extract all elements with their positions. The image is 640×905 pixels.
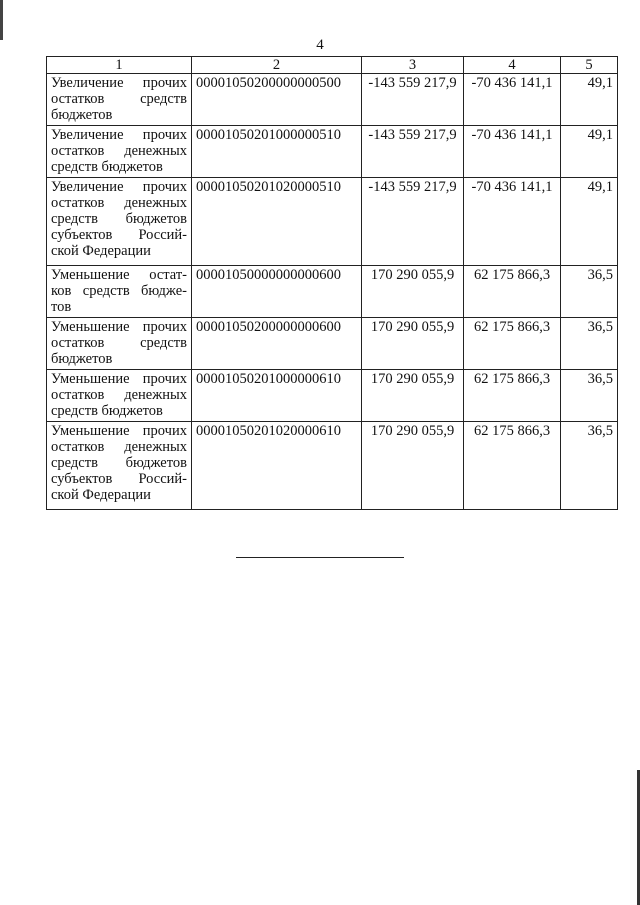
table-row bbox=[47, 422, 618, 510]
row-actual-value: 62 175 866,3 bbox=[464, 318, 561, 370]
row-name: Уменьшение прочих остатков денежных средств бюджетов субъектов Россий-ской Федерации bbox=[47, 422, 192, 510]
budget-sources-table bbox=[46, 56, 618, 510]
closing-rule-line bbox=[236, 557, 404, 558]
column-header-1: 1 bbox=[47, 57, 192, 74]
row-planned-value: -143 559 217,9 bbox=[362, 178, 464, 266]
scan-edge-mark bbox=[0, 0, 3, 40]
table-header-row bbox=[47, 57, 618, 74]
row-planned-value: 170 290 055,9 bbox=[362, 318, 464, 370]
row-percent: 36,5 bbox=[561, 422, 618, 510]
row-code: 00001050201000000510 bbox=[192, 126, 362, 178]
row-planned-value: -143 559 217,9 bbox=[362, 126, 464, 178]
row-planned-value: 170 290 055,9 bbox=[362, 422, 464, 510]
row-name: Увеличение прочих остатков денежных средств бюджетов субъектов Россий-ской Федерации bbox=[47, 178, 192, 266]
row-percent: 36,5 bbox=[561, 318, 618, 370]
row-planned-value: -143 559 217,9 bbox=[362, 74, 464, 126]
table-row bbox=[47, 74, 618, 126]
row-name: Уменьшение прочих остатков средств бюджетов bbox=[47, 318, 192, 370]
row-percent: 49,1 bbox=[561, 74, 618, 126]
row-code: 00001050201020000510 bbox=[192, 178, 362, 266]
row-actual-value: -70 436 141,1 bbox=[464, 178, 561, 266]
row-percent: 36,5 bbox=[561, 370, 618, 422]
row-percent: 49,1 bbox=[561, 126, 618, 178]
row-name: Уменьшение прочих остатков денежных средств бюджетов bbox=[47, 370, 192, 422]
table-row bbox=[47, 370, 618, 422]
table-row bbox=[47, 266, 618, 318]
row-code: 00001050200000000500 bbox=[192, 74, 362, 126]
row-planned-value: 170 290 055,9 bbox=[362, 266, 464, 318]
row-code: 00001050201000000610 bbox=[192, 370, 362, 422]
column-header-5: 5 bbox=[561, 57, 618, 74]
column-header-3: 3 bbox=[362, 57, 464, 74]
table-row bbox=[47, 318, 618, 370]
column-header-2: 2 bbox=[192, 57, 362, 74]
row-percent: 49,1 bbox=[561, 178, 618, 266]
row-name: Уменьшение остат-ков средств бюдже-тов bbox=[47, 266, 192, 318]
row-actual-value: 62 175 866,3 bbox=[464, 422, 561, 510]
table-row bbox=[47, 178, 618, 266]
table-row bbox=[47, 126, 618, 178]
page-number: 4 bbox=[316, 37, 324, 53]
row-actual-value: -70 436 141,1 bbox=[464, 126, 561, 178]
column-header-4: 4 bbox=[464, 57, 561, 74]
row-planned-value: 170 290 055,9 bbox=[362, 370, 464, 422]
row-code: 00001050201020000610 bbox=[192, 422, 362, 510]
row-code: 00001050200000000600 bbox=[192, 318, 362, 370]
row-percent: 36,5 bbox=[561, 266, 618, 318]
row-actual-value: 62 175 866,3 bbox=[464, 266, 561, 318]
row-name: Увеличение прочих остатков средств бюджетов bbox=[47, 74, 192, 126]
row-actual-value: -70 436 141,1 bbox=[464, 74, 561, 126]
row-code: 00001050000000000600 bbox=[192, 266, 362, 318]
row-name: Увеличение прочих остатков денежных средств бюджетов bbox=[47, 126, 192, 178]
row-actual-value: 62 175 866,3 bbox=[464, 370, 561, 422]
